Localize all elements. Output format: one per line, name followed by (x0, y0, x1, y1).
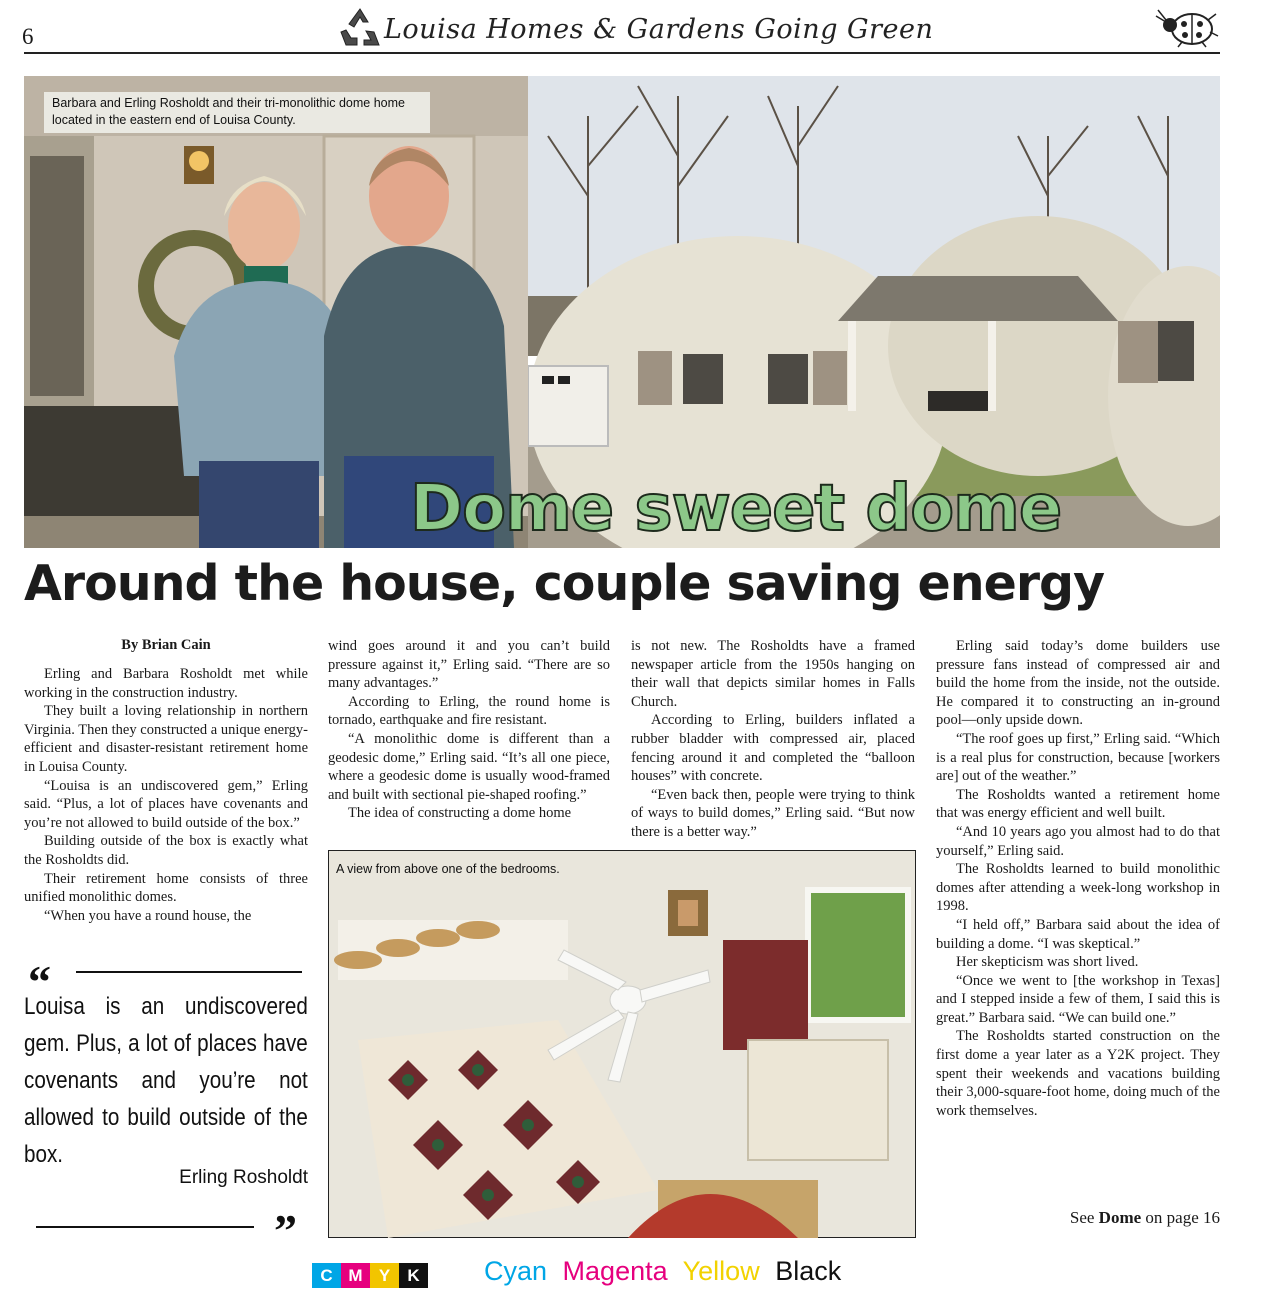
recycle-icon (338, 6, 382, 50)
paragraph: According to Erling, the round home is tornado, earthquake and fire resistant. (328, 693, 610, 729)
quote-close-mark: ” (274, 1205, 297, 1256)
paragraph: wind goes around it and you can’t build pressure against it,” Erling said. “There are so many advantages.” (328, 638, 610, 692)
jump-prefix: See (1069, 1208, 1095, 1227)
paragraph: “Louisa is an undiscovered gem,” Erling said. “Plus, a lot of places have covenants and you’re not allowed to build outside of the box.” (24, 777, 308, 831)
ladybug-icon (1152, 2, 1224, 48)
cmyk-name-black: Black (775, 1256, 842, 1286)
cmyk-name-magenta: Magenta (562, 1256, 668, 1286)
couple-photo-caption: Barbara and Erling Rosholdt and their tri-monolithic dome home located in the eastern end of Louisa County. (44, 92, 430, 133)
paragraph: Erling and Barbara Rosholdt met while working in the construction industry. (24, 666, 308, 701)
article-column-4 (936, 637, 1220, 1120)
bedroom-photo (328, 850, 916, 1238)
cmyk-box-magenta: M (341, 1263, 370, 1288)
subheadline: Around the house, couple saving energy (24, 555, 1105, 612)
paragraph: According to Erling, builders inflated a rubber bladder with compressed air, placed fencing around it and completed the “balloon houses” with concrete. (631, 712, 915, 785)
paragraph: “I held off,” Barbara said about the idea of building a dome. “I was skeptical.” (936, 916, 1220, 952)
masthead-rule (24, 52, 1220, 54)
paragraph: The idea of constructing a dome home (348, 805, 572, 822)
article-column-1 (24, 665, 308, 925)
jump-keyword: Dome (1098, 1208, 1142, 1227)
jump-suffix: on page 16 (1145, 1208, 1220, 1227)
pull-quote-text: Louisa is an undiscovered gem. Plus, a lot of places have covenants and you’re not allowed to build outside of the box. (24, 993, 308, 1168)
masthead-title: Louisa Homes & Gardens Going Green (384, 14, 934, 45)
paragraph: “A monolithic dome is different than a geodesic dome,” Erling said. “It’s all one piece, where a geodesic dome is usually wood-framed and built with sectional pie-shaped roofing.” (328, 730, 610, 803)
cmyk-box-yellow: Y (370, 1263, 399, 1288)
quote-rule-bottom (36, 1226, 254, 1228)
paragraph: Erling said today’s dome builders use pressure fans instead of compressed air and build the home from the inside, not the outside. He compared it to constructing an in-ground pool—only upside down. (936, 638, 1220, 729)
paragraph: Her skepticism was short lived. (956, 954, 1139, 971)
cmyk-name-cyan: Cyan (484, 1256, 548, 1286)
article-column-3 (631, 637, 915, 842)
cmyk-name-yellow: Yellow (682, 1256, 760, 1286)
paragraph: is not new. The Rosholdts have a framed newspaper article from the 1950s hanging on their wall that depicts similar homes in Falls Church. (631, 638, 915, 710)
quote-open-mark: “ (28, 956, 51, 1007)
bedroom-photo-caption: A view from above one of the bedrooms. (336, 862, 560, 876)
paragraph: They built a loving relationship in northern Virginia. Then they constructed a unique energy-efficient and disaster-resistant retirement home in Louisa County. (24, 703, 308, 775)
paragraph: “And 10 years ago you almost had to do that yourself,” Erling said. (936, 823, 1220, 859)
paragraph: “When you have a round house, the (44, 907, 252, 924)
paragraph: “The roof goes up first,” Erling said. “Which is a real plus for construction, because [workers are] out of the weather.” (936, 730, 1220, 785)
paragraph: The Rosholdts started construction on the first dome a year later as a Y2K project. They spent their weekends and vacations building their 3,000-square-foot home, doing much of the work themselves. (936, 1028, 1220, 1119)
continued-on-line (1070, 1208, 1220, 1228)
byline: By Brian Cain (121, 637, 211, 653)
cmyk-box-cyan: C (312, 1263, 341, 1288)
pull-quote-attribution: Erling Rosholdt (179, 1167, 308, 1188)
paragraph: The Rosholdts wanted a retirement home that was energy efficient and well built. (936, 786, 1220, 822)
paragraph: Their retirement home consists of three unified monolithic domes. (24, 870, 308, 906)
page-number: 6 (22, 24, 34, 49)
cmyk-color-boxes (312, 1263, 428, 1288)
cmyk-color-names (484, 1256, 849, 1287)
paragraph: “Once we went to [the workshop in Texas] and I stepped inside a few of them, I said this is great.” Barbara said. “We can build one.” (936, 972, 1220, 1026)
article-column-2 (328, 637, 610, 823)
headline: Dome sweet dome (410, 472, 1062, 546)
paragraph: “Even back then, people were trying to think of ways to build domes,” Erling said. “But now there is a better way.” (631, 786, 915, 840)
quote-rule-top (76, 971, 302, 973)
cmyk-box-black: K (399, 1263, 428, 1288)
paragraph: The Rosholdts learned to build monolithic domes after attending a week-long workshop in 1998. (936, 861, 1220, 915)
paragraph: Building outside of the box is exactly what the Rosholdts did. (24, 833, 308, 868)
